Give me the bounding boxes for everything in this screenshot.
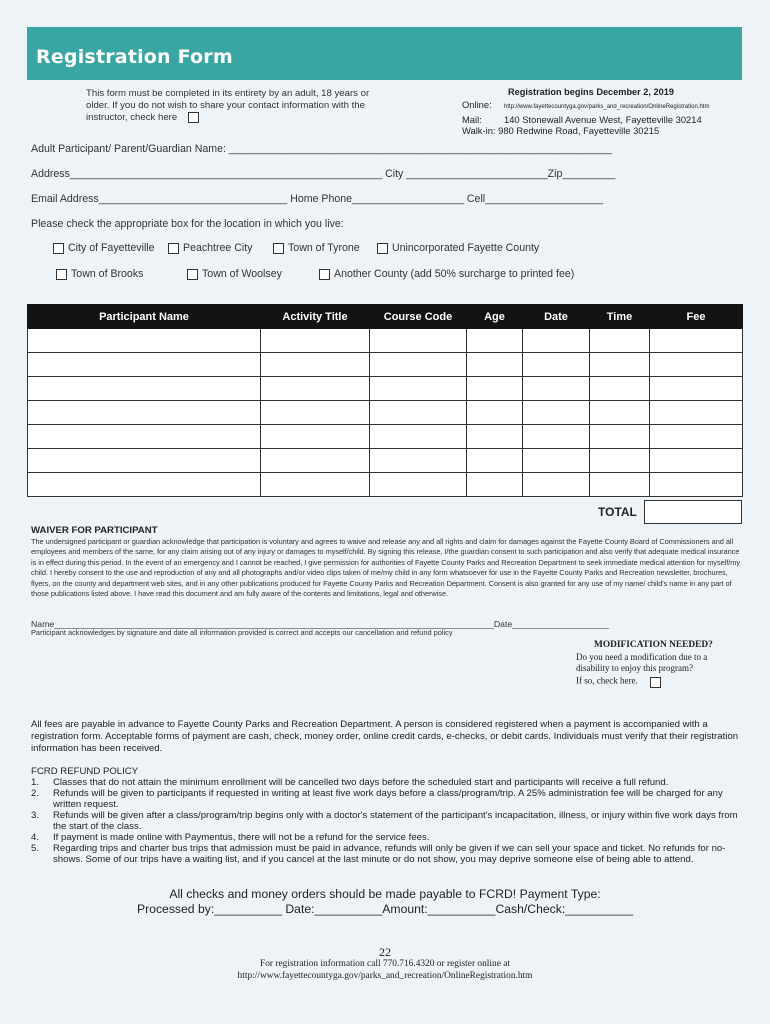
policy-text: Regarding trips and charter bus trips that admission must be paid in advance, refunds will only be given if we can sell your space and ticket. No refunds for no-shows. Some of our trips have a waiting list, and if you cancel at the last minute or do not show, you may deprive someone else of being able to attend. xyxy=(53,843,726,865)
footer-line: For registration information call 770.716.4320 or register online at xyxy=(260,959,510,969)
total-label: TOTAL xyxy=(598,505,637,519)
mail-label: Mail: xyxy=(462,113,482,125)
intro-text xyxy=(86,88,386,124)
col-age: Age xyxy=(467,305,523,329)
cell[interactable] xyxy=(650,377,743,401)
email-phone-field[interactable]: Email Address________________________________ Home Phone___________________ Cell____________________ xyxy=(31,193,603,205)
cell[interactable] xyxy=(370,377,467,401)
policy-num: 3. xyxy=(31,810,40,821)
policy-num: 1. xyxy=(31,777,40,788)
cell[interactable] xyxy=(523,353,590,377)
cell[interactable] xyxy=(650,425,743,449)
payment-section xyxy=(0,887,770,917)
cell[interactable] xyxy=(467,449,523,473)
cell[interactable] xyxy=(28,449,261,473)
cell[interactable] xyxy=(590,401,650,425)
cell[interactable] xyxy=(28,329,261,353)
cell[interactable] xyxy=(467,473,523,497)
modification-box xyxy=(576,640,746,688)
col-fee: Fee xyxy=(650,305,743,329)
cell[interactable] xyxy=(467,401,523,425)
cell[interactable] xyxy=(523,425,590,449)
cell[interactable] xyxy=(370,329,467,353)
form-title: Registration Form xyxy=(36,46,233,68)
policy-text: Refunds will be given to participants if requested in writing at least five work days before a class/program/trip. A 25% administration fee will be charged for any written request. xyxy=(53,788,723,810)
modification-line: If so, check here. xyxy=(576,675,638,686)
cell[interactable] xyxy=(370,353,467,377)
cell[interactable] xyxy=(523,377,590,401)
table-row xyxy=(28,425,743,449)
waiver-title: WAIVER FOR PARTICIPANT xyxy=(31,525,158,536)
checkbox[interactable] xyxy=(53,243,64,254)
policy-item xyxy=(31,810,743,832)
cell[interactable] xyxy=(523,473,590,497)
cell[interactable] xyxy=(261,353,370,377)
cell[interactable] xyxy=(28,425,261,449)
cell[interactable] xyxy=(261,425,370,449)
cell[interactable] xyxy=(467,353,523,377)
location-label: Town of Brooks xyxy=(71,268,144,280)
policy-text: Refunds will be given after a class/program/trip begins only with a doctor's statement of the participant's incapacitation, illness, or injury within five work days from the start of the class. xyxy=(53,810,738,832)
col-date: Date xyxy=(523,305,590,329)
cell[interactable] xyxy=(370,449,467,473)
adult-name-field[interactable]: Adult Participant/ Parent/Guardian Name: _________________________________________________________________ xyxy=(31,143,612,155)
cell[interactable] xyxy=(590,377,650,401)
col-participant-name: Participant Name xyxy=(28,305,261,329)
checkbox[interactable] xyxy=(319,269,330,280)
cell[interactable] xyxy=(261,377,370,401)
online-label: Online: xyxy=(462,99,492,110)
checkbox[interactable] xyxy=(168,243,179,254)
total-field[interactable] xyxy=(644,500,742,524)
col-time: Time xyxy=(590,305,650,329)
cell[interactable] xyxy=(28,473,261,497)
processed-line[interactable]: Processed by:__________ Date:__________Amount:__________Cash/Check:__________ xyxy=(136,902,634,916)
online-url[interactable]: http://www.fayettecountyga.gov/parks_and_recreation/OnlineRegistration.htm xyxy=(504,104,710,110)
cell[interactable] xyxy=(28,377,261,401)
cell[interactable] xyxy=(467,425,523,449)
page-number: 22 xyxy=(379,945,391,959)
policy-text: If payment is made online with Paymentus, there will not be a refund for the service fees. xyxy=(53,832,430,843)
payment-line: All checks and money orders should be made payable to FCRD! Payment Type: xyxy=(169,887,601,901)
table-row xyxy=(28,377,743,401)
checkbox[interactable] xyxy=(273,243,284,254)
share-contact-checkbox[interactable] xyxy=(188,112,199,123)
checkbox[interactable] xyxy=(377,243,388,254)
policy-text: Classes that do not attain the minimum enrollment will be cancelled two days before the scheduled start and participants will receive a full refund. xyxy=(53,777,669,788)
contact-info xyxy=(462,99,709,137)
table-row xyxy=(28,353,743,377)
cell[interactable] xyxy=(590,425,650,449)
table-row xyxy=(28,449,743,473)
cell[interactable] xyxy=(261,329,370,353)
cell[interactable] xyxy=(650,401,743,425)
cell[interactable] xyxy=(261,473,370,497)
location-option[interactable] xyxy=(377,242,539,254)
registration-begins: Registration begins December 2, 2019 xyxy=(508,87,674,97)
footer-url[interactable]: http://www.fayettecountyga.gov/parks_and_recreation/OnlineRegistration.htm xyxy=(237,970,533,981)
col-activity-title: Activity Title xyxy=(261,305,370,329)
policy-item xyxy=(31,832,743,843)
mail-address: 140 Stonewall Avenue West, Fayetteville 30214 xyxy=(504,113,702,125)
modification-line: disability to enjoy this program? xyxy=(576,663,693,673)
cell[interactable] xyxy=(261,449,370,473)
policy-item xyxy=(31,788,743,810)
cell[interactable] xyxy=(370,401,467,425)
acknowledgement-text: Participant acknowledges by signature and date all information provided is correct and accepts our cancellation and refund policy xyxy=(31,628,453,637)
location-label: Town of Woolsey xyxy=(202,268,282,280)
cell[interactable] xyxy=(590,473,650,497)
policy-item xyxy=(31,777,743,788)
location-option[interactable] xyxy=(319,268,574,280)
cell[interactable] xyxy=(28,353,261,377)
cell[interactable] xyxy=(523,449,590,473)
cell[interactable] xyxy=(370,425,467,449)
address-field[interactable]: Address_____________________________________________________ City ________________________Zip_________ xyxy=(31,168,616,180)
cell[interactable] xyxy=(650,353,743,377)
fees-paragraph: All fees are payable in advance to Fayette County Parks and Recreation Department. A person is considered registered when a payment is accompanied with a registration form. Acceptable forms of payment are cash, check, money order, online credit cards, e-checks, or debit cards. Individuals must verify that their registration information has been received. xyxy=(31,719,739,754)
location-option[interactable] xyxy=(273,242,360,254)
policy-item xyxy=(31,843,743,865)
walkin-label: Walk-in: xyxy=(462,125,496,136)
footer xyxy=(0,959,770,982)
cell[interactable] xyxy=(467,329,523,353)
col-course-code: Course Code xyxy=(370,305,467,329)
location-label: Peachtree City xyxy=(183,242,253,254)
refund-policy xyxy=(31,766,743,865)
location-option[interactable] xyxy=(56,268,143,280)
location-option[interactable] xyxy=(187,268,282,280)
intro-paragraph: This form must be completed in its entirety by an adult, 18 years or older. If you do not wish to share your contact information with the instructor, check here xyxy=(86,88,370,124)
cell[interactable] xyxy=(523,329,590,353)
cell[interactable] xyxy=(650,449,743,473)
table-row xyxy=(28,401,743,425)
table-row xyxy=(28,329,743,353)
modification-title: MODIFICATION NEEDED? xyxy=(594,640,713,650)
cell[interactable] xyxy=(261,401,370,425)
cell[interactable] xyxy=(650,473,743,497)
location-label: Town of Tyrone xyxy=(288,242,360,254)
modification-checkbox[interactable] xyxy=(650,677,661,688)
policy-num: 4. xyxy=(31,832,40,843)
name-date-field[interactable]: Name___________________________________________________________________________________________Date____________________ xyxy=(31,619,609,629)
registration-table xyxy=(27,304,742,497)
cell[interactable] xyxy=(590,329,650,353)
cell[interactable] xyxy=(467,377,523,401)
location-option[interactable] xyxy=(168,242,252,254)
policy-num: 5. xyxy=(31,843,40,854)
cell[interactable] xyxy=(590,353,650,377)
location-label: Unincorporated Fayette County xyxy=(392,242,540,254)
cell[interactable] xyxy=(590,449,650,473)
checkbox[interactable] xyxy=(56,269,67,280)
table-row xyxy=(28,473,743,497)
location-prompt: Please check the appropriate box for the location in which you live: xyxy=(31,218,344,230)
location-option[interactable] xyxy=(53,242,155,254)
waiver-text: The undersigned participant or guardian acknowledge that participation is voluntary and agrees to waive and release any and all rights and claim for damages against the Fayette County Board of Commissioners and all employees and members of the same, for any claim arising out of any injury or damages to myself/child. By signing this release, I/the guardian consent to such participation and also verify that adequate medical insurance is in effect during this period. In the event of an emergency and I cannot be reached, I give permission for authorities of Fayette County Parks and Recreation Department to seek immediate medical attention for myself/my child. I hereby consent to the use and reproduction of any and all photographs and/or video clips taken of me/my child in any form whatsoever for use in the Fayette County Parks and Recreation newsletter, brochures, flyers, on the county and department web sites, and in any other publications produced for Fayette County Parks and Recreation Department. Consent is also granted for any use of my name/ child's name in any part of those publications listed above. I have read this document and am fully aware of the contents and limitations, legal and otherwise. xyxy=(31,537,741,599)
policy-num: 2. xyxy=(31,788,40,799)
cell[interactable] xyxy=(650,329,743,353)
refund-policy-title: FCRD REFUND POLICY xyxy=(31,766,139,777)
walkin-address: 980 Redwine Road, Fayetteville 30215 xyxy=(498,125,660,136)
location-label: City of Fayetteville xyxy=(68,242,155,254)
modification-line: Do you need a modification due to a xyxy=(576,651,708,662)
cell[interactable] xyxy=(523,401,590,425)
checkbox[interactable] xyxy=(187,269,198,280)
location-label: Another County (add 50% surcharge to printed fee) xyxy=(334,268,575,280)
cell[interactable] xyxy=(28,401,261,425)
cell[interactable] xyxy=(370,473,467,497)
